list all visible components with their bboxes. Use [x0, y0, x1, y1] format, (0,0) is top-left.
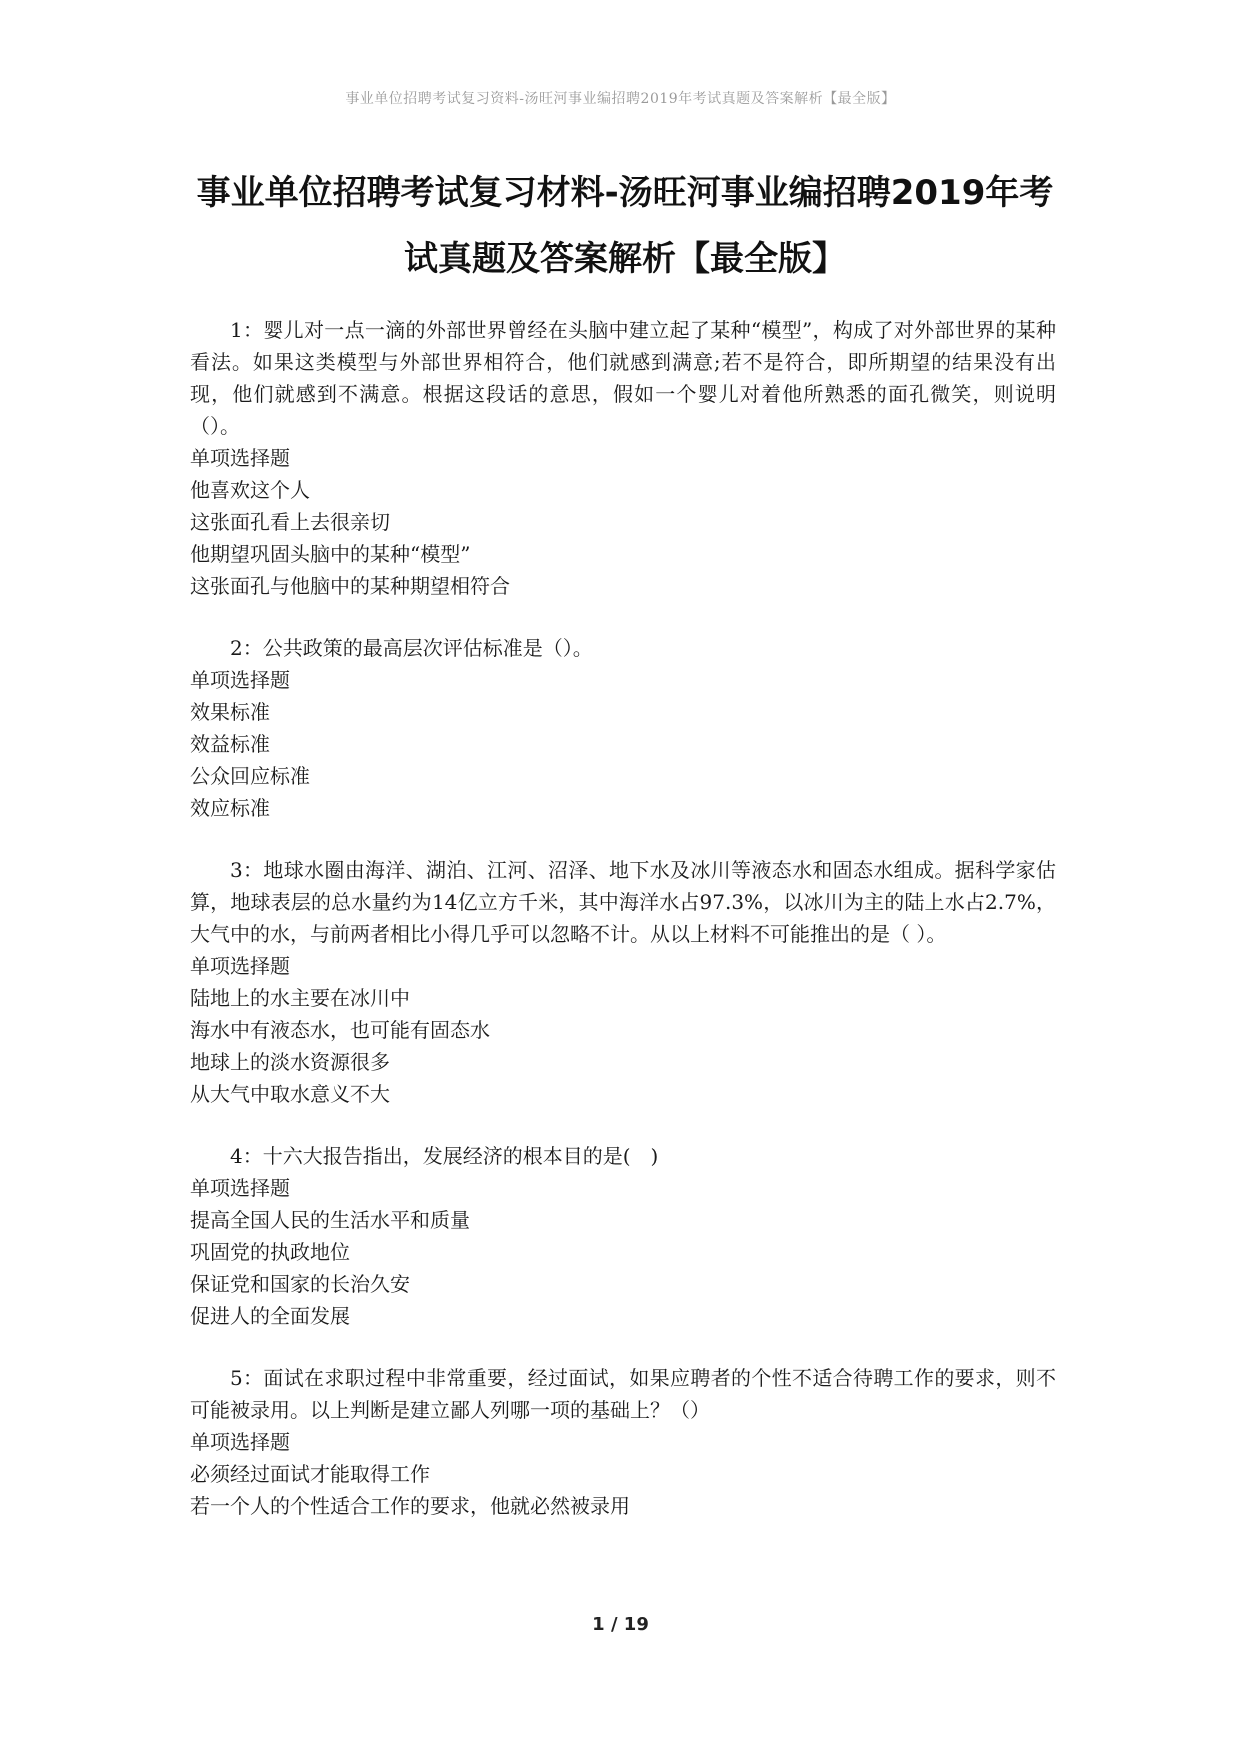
question-option: 保证党和国家的长治久安 [190, 1272, 410, 1296]
question-1 [190, 314, 1056, 602]
question-option: 提高全国人民的生活水平和质量 [190, 1208, 470, 1232]
running-header: 事业单位招聘考试复习资料-汤旺河事业编招聘2019年考试真题及答案解析【最全版】 [345, 91, 896, 107]
question-option: 从大气中取水意义不大 [190, 1082, 390, 1106]
question-option: 海水中有液态水，也可能有固态水 [190, 1018, 490, 1042]
question-3 [190, 854, 1056, 1110]
question-stem: 2：公共政策的最高层次评估标准是（）。 [230, 636, 593, 660]
question-option: 这张面孔看上去很亲切 [190, 510, 390, 534]
document-title-line-1: 事业单位招聘考试复习材料-汤旺河事业编招聘2019年考 [196, 173, 1054, 213]
question-option: 若一个人的个性适合工作的要求，他就必然被录用 [190, 1494, 630, 1518]
question-option: 效益标准 [190, 732, 270, 756]
question-option: 他喜欢这个人 [190, 478, 310, 502]
question-option: 地球上的淡水资源很多 [190, 1050, 390, 1074]
document-title [190, 160, 1060, 292]
question-list [190, 314, 1056, 1552]
question-stem: 1：婴儿对一点一滴的外部世界曾经在头脑中建立起了某种“模型”，构成了对外部世界的某种看法。如果这类模型与外部世界相符合，他们就感到满意;若不是符合，即所期望的结果没有出现，他们就感到不满意。根据这段话的意思，假如一个婴儿对着他所熟悉的面孔微笑，则说明（）。 [190, 318, 1056, 438]
question-type: 单项选择题 [190, 1176, 290, 1200]
question-type: 单项选择题 [190, 954, 290, 978]
question-2 [190, 632, 1056, 824]
question-option: 他期望巩固头脑中的某种“模型” [190, 542, 471, 566]
question-type: 单项选择题 [190, 446, 290, 470]
question-type: 单项选择题 [190, 1430, 290, 1454]
question-option: 效应标准 [190, 796, 270, 820]
question-option: 效果标准 [190, 700, 270, 724]
question-option: 巩固党的执政地位 [190, 1240, 350, 1264]
question-4 [190, 1140, 1056, 1332]
question-stem: 3：地球水圈由海洋、湖泊、江河、沼泽、地下水及冰川等液态水和固态水组成。据科学家估算，地球表层的总水量约为14亿立方千米，其中海洋水占97.3%，以冰川为主的陆上水占2.7%，大气中的水，与前两者相比小得几乎可以忽略不计。从以上材料不可能推出的是（ ）。 [190, 858, 1056, 946]
question-option: 促进人的全面发展 [190, 1304, 350, 1328]
question-stem: 5：面试在求职过程中非常重要，经过面试，如果应聘者的个性不适合待聘工作的要求，则不可能被录用。以上判断是建立鄙人列哪一项的基础上？（） [190, 1366, 1056, 1422]
page-number: 1 / 19 [592, 1614, 649, 1635]
question-5 [190, 1362, 1056, 1522]
question-option: 陆地上的水主要在冰川中 [190, 986, 410, 1010]
question-option: 公众回应标准 [190, 764, 310, 788]
question-option: 这张面孔与他脑中的某种期望相符合 [190, 574, 510, 598]
question-stem: 4：十六大报告指出，发展经济的根本目的是( ) [230, 1144, 659, 1168]
question-option: 必须经过面试才能取得工作 [190, 1462, 430, 1486]
question-type: 单项选择题 [190, 668, 290, 692]
document-title-line-2: 试真题及答案解析【最全版】 [404, 239, 846, 279]
